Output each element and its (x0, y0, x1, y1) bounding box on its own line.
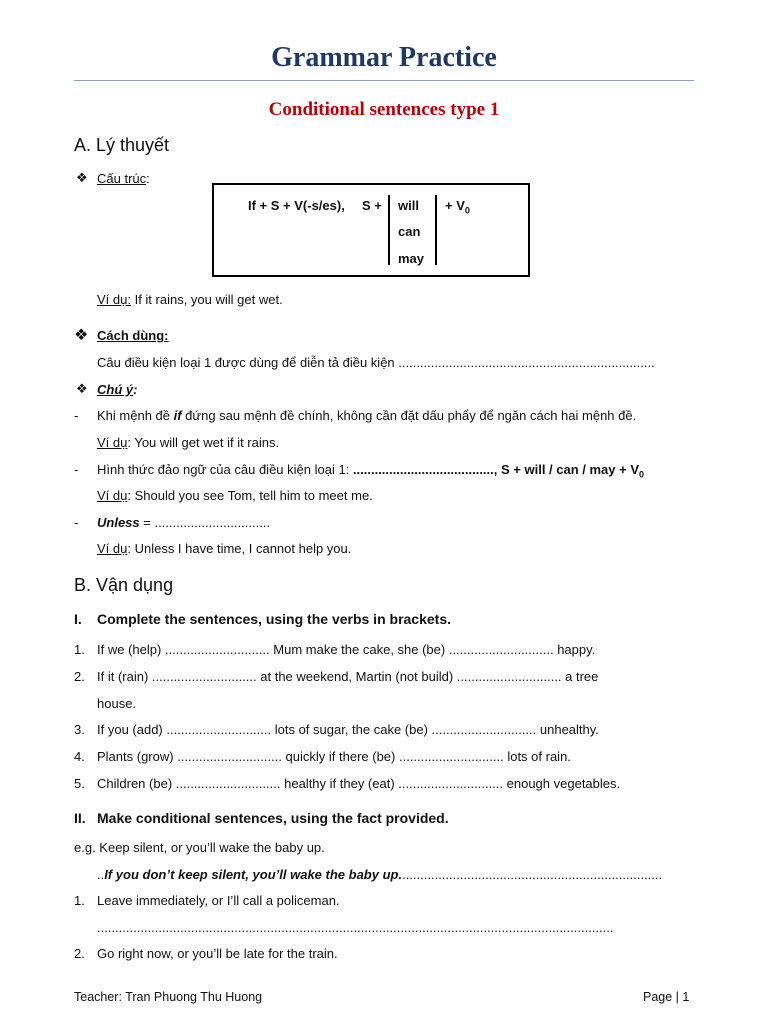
part-2-number: II. (74, 810, 86, 826)
note-2-sub: 0 (639, 469, 645, 480)
part-2-item: Leave immediately, or I’ll call a policeman. (97, 893, 340, 908)
section-a-heading: A. Lý thuyết (74, 135, 170, 155)
part-1-item: If it (rain) ............................. at the weekend, Martin (not build) ............................. a tree (97, 669, 599, 684)
note-1-before: Khi mệnh đề (97, 408, 174, 423)
example-2-label: Ví dụ (97, 435, 128, 450)
part-2-title: Make conditional sentences, using the fact provided. (97, 810, 449, 826)
example-3-text: : Should you see Tom, tell him to meet me. (127, 488, 373, 503)
part-1-item: Plants (grow) ............................. quickly if there (be) ............................. lots of rain. (97, 749, 571, 764)
diamond-bullet-icon: ❖ (74, 327, 89, 344)
formula-verb-text: + V (445, 198, 465, 213)
footer-teacher: Teacher: Tran Phuong Thu Huong (74, 990, 263, 1004)
note-1-after: đứng sau mệnh đề chính, không cần đặt dấu phẩy để ngăn cách hai mệnh đề. (181, 408, 637, 423)
note-label: Chú ý (97, 382, 134, 397)
example-4-label: Ví dụ (97, 541, 128, 556)
title-divider (74, 80, 694, 81)
formula-modal-will: will (398, 198, 419, 213)
formula-verb-sub: 0 (464, 205, 470, 216)
example-2 (97, 435, 279, 450)
diamond-bullet-icon: ❖ (76, 170, 88, 185)
example-prompt: e.g. Keep silent, or you’ll wake the baby up. (74, 840, 325, 855)
structure-colon: : (146, 171, 150, 186)
structure-label: Cấu trúc (97, 171, 147, 186)
example-3 (97, 488, 373, 503)
part-1-item: Children (be) ............................. healthy if they (eat) ............................. enough vegetables. (97, 776, 621, 791)
example-4-text: : Unless I have time, I cannot help you. (127, 541, 352, 556)
footer-page-number: Page | 1 (643, 990, 690, 1004)
example-answer (97, 867, 662, 882)
example-answer-prefix: .. (97, 867, 105, 882)
formula-modal-may: may (398, 251, 425, 266)
part-1-item-number: 5. (74, 776, 85, 791)
note-3-rest: = ................................ (139, 515, 271, 530)
example-1-label: Ví dụ: (97, 292, 131, 307)
part-1-item: If we (help) ............................. Mum make the cake, she (be) ............................. happy. (97, 642, 596, 657)
usage-label: Cách dùng: (97, 328, 169, 343)
note-1-if: if (173, 408, 182, 423)
dash-bullet: - (74, 515, 79, 530)
part-1-item-continuation: house. (97, 696, 137, 711)
example-2-text: : You will get wet if it rains. (127, 435, 280, 450)
formula-modal-can: can (398, 224, 421, 239)
note-2-text: Hình thức đảo ngữ của câu điều kiện loại 1: (97, 462, 353, 477)
part-2-item: Go right now, or you’ll be late for the train. (97, 946, 338, 961)
part-2-item-number: 2. (74, 946, 85, 961)
formula-s-plus: S + (362, 198, 382, 213)
page-title: Grammar Practice (271, 42, 497, 73)
example-3-label: Ví dụ (97, 488, 128, 503)
note-1 (97, 408, 636, 423)
usage-text: Câu điều kiện loại 1 được dùng để diễn tả điều kiện ....................................................................... (97, 355, 655, 370)
answer-blank: ............................................................................................................................................... (97, 920, 614, 935)
note-3 (97, 515, 270, 530)
example-4 (97, 541, 351, 556)
part-1-item-number: 1. (74, 642, 85, 657)
note-label-line (97, 382, 137, 397)
part-1-item-number: 2. (74, 669, 85, 684)
example-answer-text: If you don’t keep silent, you’ll wake the baby up. (104, 867, 403, 882)
section-b-heading: B. Vận dụng (74, 575, 174, 595)
example-1-text: If it rains, you will get wet. (130, 292, 283, 307)
example-answer-dots: ........................................................................ (402, 867, 663, 882)
note-2 (97, 462, 644, 480)
note-2-formula: ......................................., S + will / can / may + V (352, 462, 640, 477)
diamond-bullet-icon: ❖ (76, 381, 88, 396)
note-colon: : (133, 382, 138, 397)
part-2-item-number: 1. (74, 893, 85, 908)
part-1-item-number: 3. (74, 722, 85, 737)
part-1-title: Complete the sentences, using the verbs in brackets. (97, 611, 451, 627)
page-subtitle: Conditional sentences type 1 (268, 99, 500, 120)
part-1-item-number: 4. (74, 749, 85, 764)
dash-bullet: - (74, 462, 79, 477)
structure-label-line (97, 171, 150, 186)
formula-if-clause: If + S + V(-s/es), (248, 198, 345, 213)
example-1 (97, 292, 283, 307)
part-1-item: If you (add) ............................. lots of sugar, the cake (be) ............................. unhealthy. (97, 722, 599, 737)
formula-bar-right (435, 195, 437, 265)
part-1-number: I. (74, 611, 82, 627)
dash-bullet: - (74, 408, 79, 423)
formula-verb (445, 198, 470, 216)
note-3-unless: Unless (97, 515, 140, 530)
formula-bar-left (388, 195, 390, 265)
